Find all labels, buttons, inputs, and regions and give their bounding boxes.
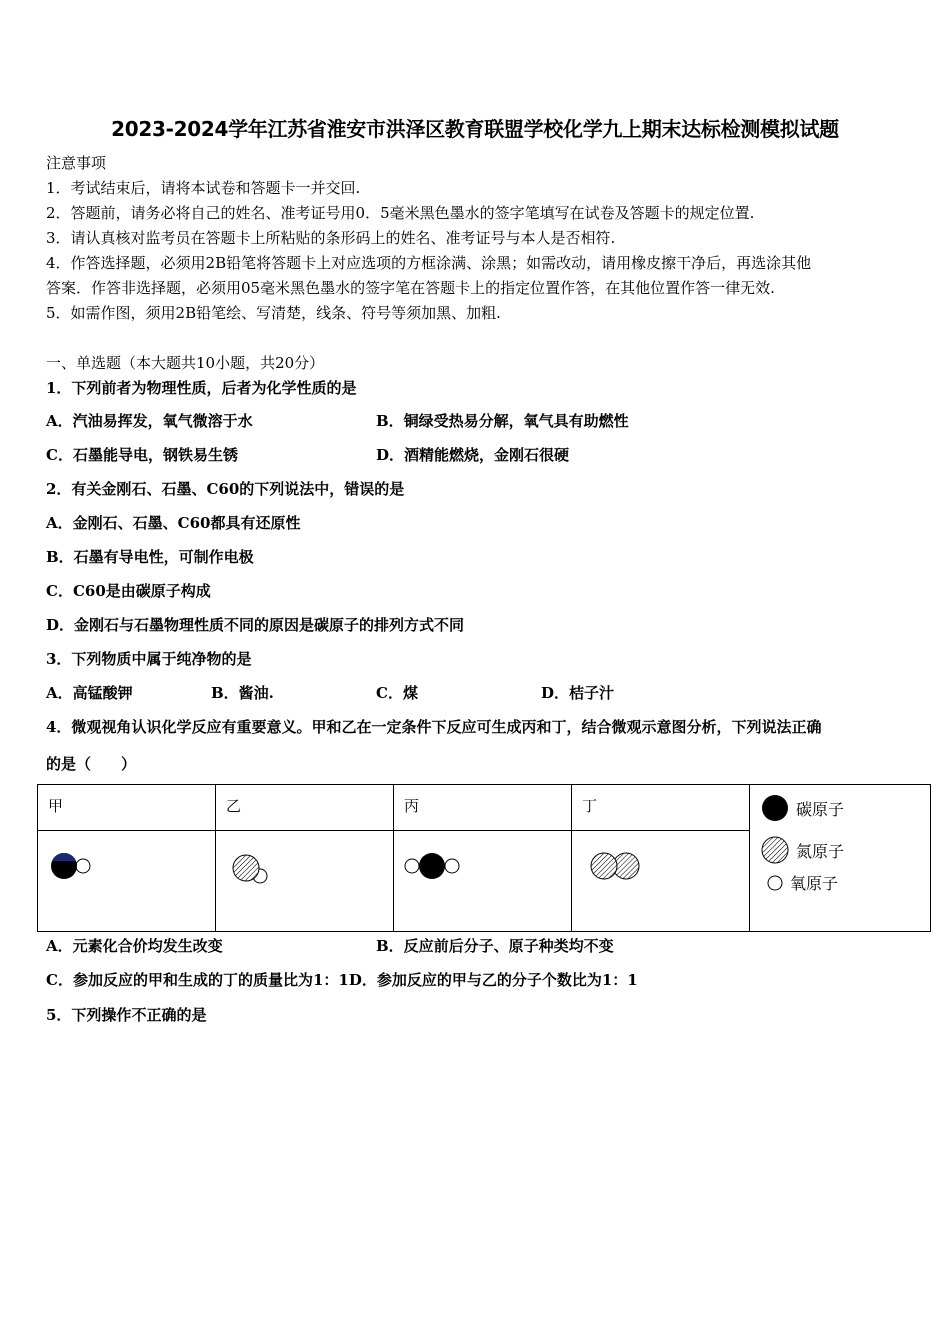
q2-option-b: B．石墨有导电性，可制作电极	[46, 548, 254, 566]
section-heading: 一、单选题（本大题共10小题，共20分）	[46, 354, 325, 372]
q1-option-c: C．石墨能导电，钢铁易生锈	[46, 446, 238, 464]
notice-item-4: 4．作答选择题，必须用2B铅笔将答题卡上对应选项的方框涂满、涂黑；如需改动，请用橡皮擦干净后，再选涂其他	[46, 254, 812, 272]
notice-item-1: 1．考试结束后，请将本试卷和答题卡一并交回.	[46, 179, 361, 197]
q3-option-b: B．酱油.	[211, 684, 274, 702]
notice-item-4-cont: 答案．作答非选择题，必须用05毫米黑色墨水的签字笔在答题卡上的指定位置作答，在其他位置作答一律无效.	[46, 279, 775, 297]
q3-option-d: D．桔子汁	[541, 684, 615, 702]
q5-stem: 5．下列操作不正确的是	[46, 1006, 207, 1024]
q4-stem-line2: 的是（ ）	[46, 755, 137, 773]
notice-heading: 注意事项	[46, 154, 107, 172]
legend-nitrogen	[760, 835, 844, 865]
legend-nitrogen-label: 氮原子	[796, 841, 845, 861]
q3-option-a: A．高锰酸钾	[46, 684, 133, 702]
q1-option-b: B．铜绿受热易分解，氧气具有助燃性	[376, 412, 629, 430]
molecule-yi-cell	[216, 831, 394, 932]
exam-title: 2023-2024学年江苏省淮安市洪泽区教育联盟学校化学九上期末达标检测模拟试题	[111, 117, 839, 141]
q1-stem: 1．下列前者为物理性质，后者为化学性质的是	[46, 379, 357, 397]
q2-stem: 2．有关金刚石、石墨、C60的下列说法中，错误的是	[46, 480, 405, 498]
q3-option-c: C．煤	[376, 684, 418, 702]
molecule-bing-cell	[394, 831, 572, 932]
q1-option-d: D．酒精能燃烧，金刚石很硬	[376, 446, 570, 464]
carbon-atom-icon	[760, 793, 790, 823]
molecule-ding-cell	[572, 831, 750, 932]
reaction-diagram-table	[37, 784, 931, 932]
legend-carbon-label: 碳原子	[796, 799, 845, 819]
q1-option-a: A．汽油易挥发，氧气微溶于水	[46, 412, 253, 430]
legend-oxygen	[766, 871, 838, 894]
header-yi: 乙	[216, 785, 394, 831]
co-molecule-icon	[46, 847, 126, 907]
header-bing: 丙	[394, 785, 572, 831]
notice-item-3: 3．请认真核对监考员在答题卡上所粘贴的条形码上的姓名、准考证号与本人是否相符.	[46, 229, 616, 247]
notice-item-5: 5．如需作图，须用2B铅笔绘、写清楚，线条、符号等须加黑、加粗.	[46, 304, 501, 322]
notice-item-2: 2．答题前，请务必将自己的姓名、准考证号用0．5毫米黑色墨水的签字笔填写在试卷及答题卡的规定位置.	[46, 204, 755, 222]
q3-stem: 3．下列物质中属于纯净物的是	[46, 650, 252, 668]
q4-option-b: B．反应前后分子、原子种类均不变	[376, 937, 614, 955]
q2-option-d: D．金刚石与石墨物理性质不同的原因是碳原子的排列方式不同	[46, 616, 465, 634]
q4-option-a: A．元素化合价均发生改变	[46, 937, 223, 955]
nitrogen-atom-icon	[760, 835, 790, 865]
legend-oxygen-label: 氧原子	[790, 874, 839, 893]
q2-option-a: A．金刚石、石墨、C60都具有还原性	[46, 514, 301, 532]
q2-option-c: C．C60是由碳原子构成	[46, 582, 211, 600]
oxygen-atom-icon	[766, 874, 784, 892]
q4-option-cd: C．参加反应的甲和生成的丁的质量比为1：1D．参加反应的甲与乙的分子个数比为1：1	[46, 971, 638, 989]
header-ding: 丁	[572, 785, 750, 831]
q4-stem-line1: 4．微观视角认识化学反应有重要意义。甲和乙在一定条件下反应可生成丙和丁，结合微观示意图分析，下列说法正确	[46, 718, 822, 736]
n2-molecule-icon	[580, 847, 660, 907]
atom-legend	[750, 785, 931, 932]
co2-molecule-icon	[402, 847, 482, 907]
molecule-jia-cell	[38, 831, 216, 932]
no-molecule-icon	[224, 847, 304, 907]
legend-carbon	[760, 793, 844, 823]
header-jia: 甲	[38, 785, 216, 831]
